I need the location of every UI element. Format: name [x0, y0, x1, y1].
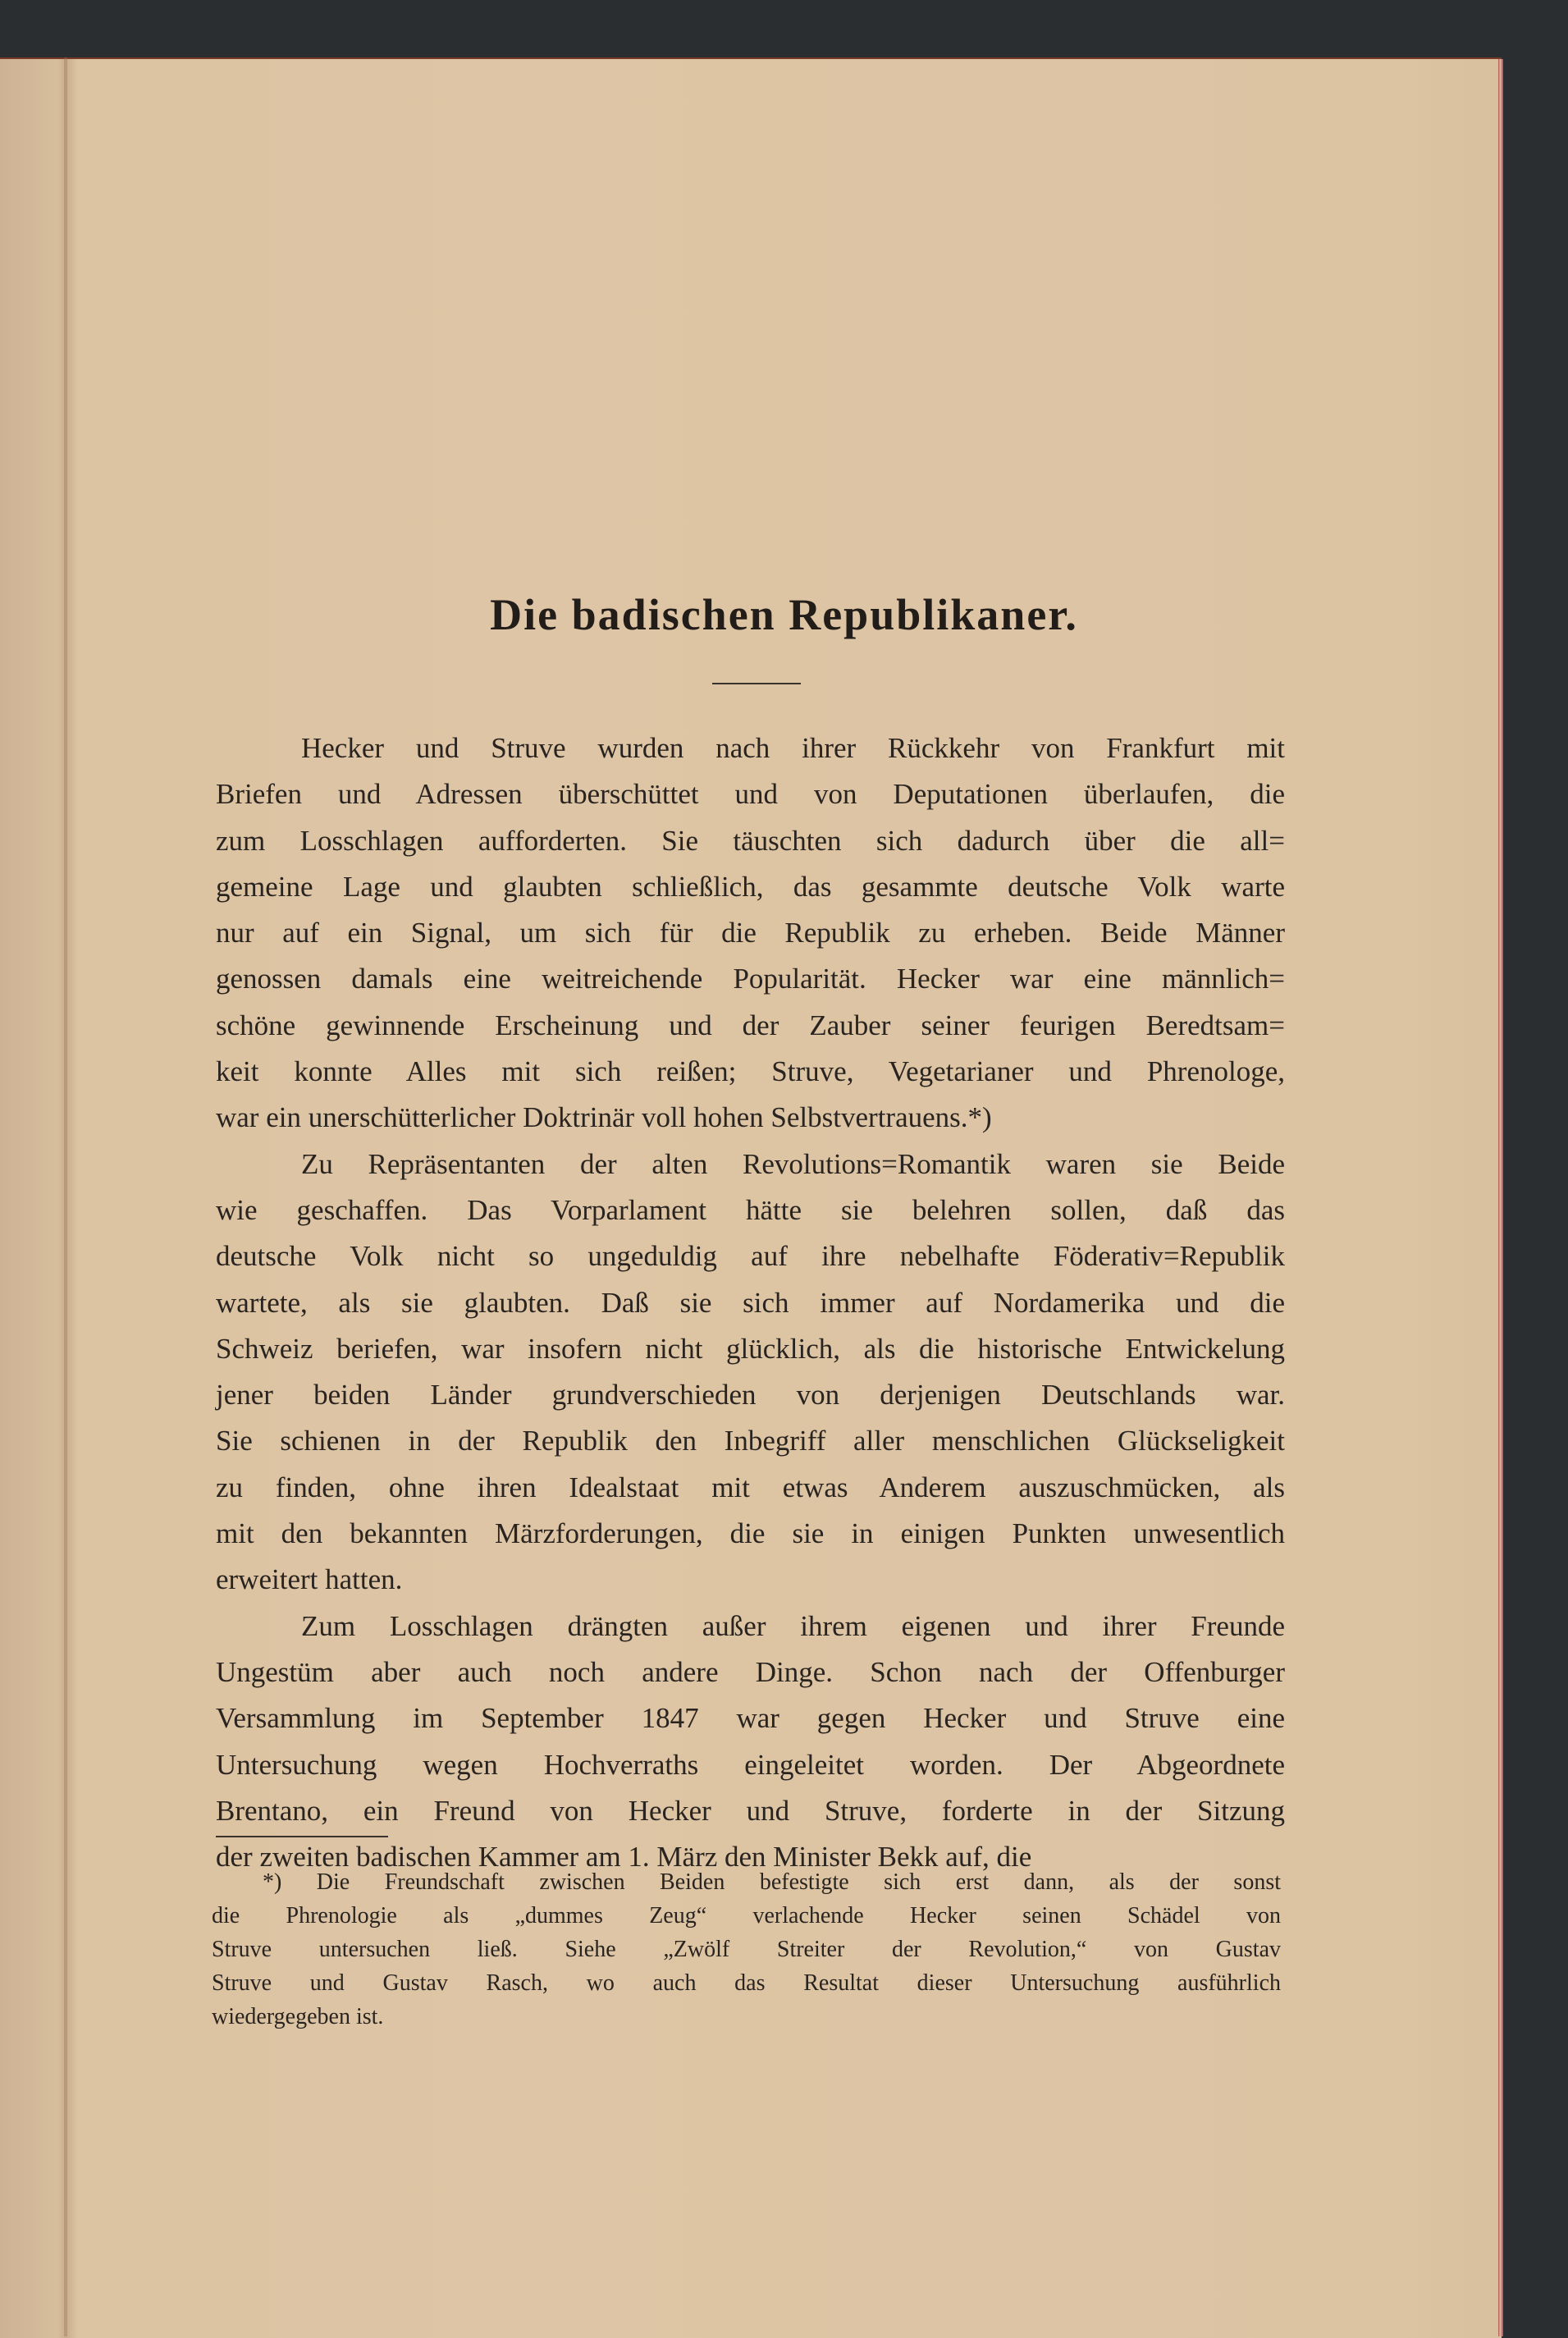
text-line: mit den bekannten Märzforderungen, die sie in einigen Punkten unwesentlich [216, 1517, 1285, 1550]
paragraph [216, 725, 1285, 1142]
text-line: zum Losschlagen aufforderten. Sie täuschten sich dadurch über die all= [216, 824, 1285, 857]
text-line: gemeine Lage und glaubten schließlich, das gesammte deutsche Volk warte [216, 870, 1285, 903]
footnote-divider [216, 1836, 388, 1837]
text-line: Zu Repräsentanten der alten Revolutions=Romantik waren sie Beide [301, 1147, 1285, 1180]
paragraph [216, 1604, 1285, 1881]
text-line: Ungestüm aber auch noch andere Dinge. Schon nach der Offenburger [216, 1655, 1285, 1688]
text-line: keit konnte Alles mit sich reißen; Struve, Vegetarianer und Phrenologe, [216, 1055, 1285, 1088]
text-line: wie geschaffen. Das Vorparlament hätte sie belehren sollen, daß das [216, 1193, 1285, 1226]
text-line: wartete, als sie glaubten. Daß sie sich immer auf Nordamerika und die [216, 1286, 1285, 1319]
text-line: Versammlung im September 1847 war gegen Hecker und Struve eine [216, 1702, 1285, 1735]
text-line: schöne gewinnende Erscheinung und der Zauber seiner feurigen Beredtsam= [216, 1009, 1285, 1041]
text-line: Schweiz beriefen, war insofern nicht glücklich, als die historische Entwickelung [216, 1332, 1285, 1365]
footnote-line: die Phrenologie als „dummes Zeug“ verlachende Hecker seinen Schädel von [212, 1903, 1281, 1929]
page-gutter-fold [64, 57, 67, 2336]
text-line: Zum Losschlagen drängten außer ihrem eigenen und ihrer Freunde [301, 1609, 1285, 1642]
text-line: zu finden, ohne ihren Idealstaat mit etwas Anderem auszuschmücken, als [216, 1471, 1285, 1503]
text-line: erweitert hatten. [216, 1563, 403, 1596]
text-line: Hecker und Struve wurden nach ihrer Rückkehr von Frankfurt mit [301, 732, 1285, 764]
text-line: Brentano, ein Freund von Hecker und Struve, forderte in der Sitzung [216, 1794, 1285, 1827]
text-line: der zweiten badischen Kammer am 1. März den Minister Bekk auf, die [216, 1841, 1032, 1874]
text-line: nur auf ein Signal, um sich für die Republik zu erheben. Beide Männer [216, 917, 1285, 949]
footnote [212, 1865, 1281, 2034]
footnote-line: Struve untersuchen ließ. Siehe „Zwölf Streiter der Revolution,“ von Gustav [212, 1937, 1281, 1962]
text-line: Briefen und Adressen überschüttet und von Deputationen überlaufen, die [216, 778, 1285, 811]
text-line: genossen damals eine weitreichende Popularität. Hecker war eine männlich= [216, 963, 1285, 995]
title-divider [712, 683, 801, 684]
text-line: jener beiden Länder grundverschieden von derjenigen Deutschlands war. [216, 1379, 1285, 1411]
footnote-line: *) Die Freundschaft zwischen Beiden befestigte sich erst dann, als der sonst [263, 1869, 1281, 1895]
footnote-line: wiedergegeben ist. [212, 2004, 384, 2029]
text-line: war ein unerschütterlicher Doktrinär voll hohen Selbstvertrauens.*) [216, 1101, 992, 1134]
body-text [216, 725, 1285, 1880]
footnote-line: Struve und Gustav Rasch, wo auch das Resultat dieser Untersuchung ausführlich [212, 1970, 1281, 1996]
text-line: Untersuchung wegen Hochverraths eingeleitet worden. Der Abgeordnete [216, 1748, 1285, 1781]
text-line: Sie schienen in der Republik den Inbegriff aller menschlichen Glückseligkeit [216, 1425, 1285, 1457]
paragraph [216, 1142, 1285, 1604]
text-line: deutsche Volk nicht so ungeduldig auf ihre nebelhafte Föderativ=Republik [216, 1240, 1285, 1273]
chapter-title: Die badischen Republikaner. [490, 590, 1078, 639]
page-red-edge [1498, 59, 1503, 2336]
